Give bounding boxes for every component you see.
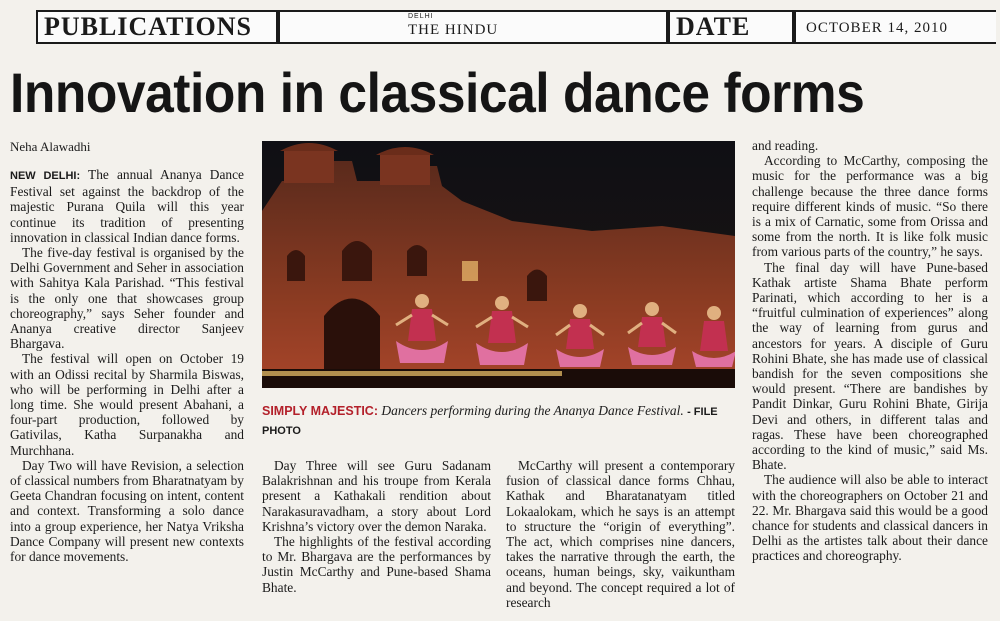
date-value: OCTOBER 14, 2010 bbox=[806, 20, 948, 36]
article-headline: Innovation in classical dance forms bbox=[10, 61, 865, 124]
paragraph: The final day will have Pune-based Kathak artiste Shama Bhate perform Parinati, which according to her is a “fruitful culmination of experiences” along the way of learning from gurus and ancestors for years. A disciple of Guru Rohini Bhate, she has made use of classical bandish for the seven compositions she would present. “There are bandishes by Pandit Dinkar, Guru Rohini Bhate, Girija Devi and others, in different talas and ragas. These have been choreographed according to the kind of music,” said Ms. Bhate. bbox=[752, 259, 988, 473]
paragraph: NEW DELHI: The annual Ananya Dance Festival set against the backdrop of the majestic Purana Quila will this year continue its tradition of presenting innovation in classical Indian dance forms. bbox=[10, 167, 244, 245]
date-label-box bbox=[668, 10, 794, 44]
dance-photo bbox=[262, 141, 735, 388]
paper-name: THE HINDU bbox=[408, 22, 499, 38]
caption-text: Dancers performing during the Ananya Dance Festival. bbox=[381, 403, 684, 418]
paragraph: According to McCarthy, composing the music for the performance was a big challenge because the three dance forms require different kinds of music. “So there is a mix of Carnatic, some from Orissa and some from the north. It is like folk music from various parts of the country,” he says. bbox=[752, 153, 988, 260]
caption-credit: - FILE PHOTO bbox=[262, 406, 718, 437]
publications-label: PUBLICATIONS bbox=[44, 12, 253, 41]
dateline: NEW DELHI: bbox=[10, 170, 81, 182]
paper-box bbox=[278, 10, 668, 44]
paragraph: The festival will open on October 19 with an Odissi recital by Sharmila Biswas, who will be performing in Delhi after a long time. She would present Abahani, a four-part production, followed by Gativilas, Katha Surpanakha and Murchhana. bbox=[10, 351, 244, 458]
paragraph: The audience will also be able to interact with the choreographers on October 21 and 22. Mr. Bhargava said this would be a good chance for students and classical dancers in Delhi as the artistes talk about their dance practices and choreography. bbox=[752, 472, 988, 564]
byline: Neha Alawadhi bbox=[10, 139, 91, 154]
article-column-1 bbox=[10, 167, 244, 612]
paragraph: The five-day festival is organised by the Delhi Government and Seher in association with Sahitya Kala Parishad. “This festival is the only one that showcases group choreography,” says Seher founder and Ananya creative director Sanjeev Bhargava. bbox=[10, 245, 244, 352]
date-label: DATE bbox=[676, 12, 751, 41]
paragraph: Day Two will have Revision, a selection of classical numbers from Bharatnatyam by Geeta Chandran focusing on intent, content and context. Transforming a solo dance into a group experience, her Natya Vriksha Dance Company will present new contexts for dance movements. bbox=[10, 457, 244, 565]
photo-caption bbox=[262, 402, 737, 440]
caption-head: SIMPLY MAJESTIC: bbox=[262, 404, 378, 418]
paper-city: DELHI bbox=[408, 13, 434, 20]
dance-photo-illustration bbox=[262, 141, 735, 388]
publication-header bbox=[36, 10, 996, 46]
paragraph: The highlights of the festival according to Mr. Bhargava are the performances by Justin McCarthy and Pune-based Shama Bhate. bbox=[262, 534, 491, 595]
article-column-3 bbox=[506, 458, 735, 613]
publications-box bbox=[36, 10, 278, 44]
paragraph: Day Three will see Guru Sadanam Balakrishnan and his troupe from Kerala present a Kathakali rendition about Narakasuravadham, a story about Lord Krishna’s victory over the demon Naraka. bbox=[262, 458, 491, 534]
date-value-box bbox=[794, 10, 996, 44]
article-column-4 bbox=[752, 138, 988, 613]
article-column-2 bbox=[262, 458, 491, 613]
paragraph: McCarthy will present a contemporary fusion of classical dance forms Chhau, Kathak and Bharatanatyam titled Lokaalokam, which he says is an attempt to structure the “origin of everything”. The act, which comprises nine dancers, takes the narrative through the earth, the oceans, human beings, sky, vaikuntham and beyond. The concept required a lot of research bbox=[506, 458, 735, 610]
paragraph: and reading. bbox=[752, 138, 819, 153]
